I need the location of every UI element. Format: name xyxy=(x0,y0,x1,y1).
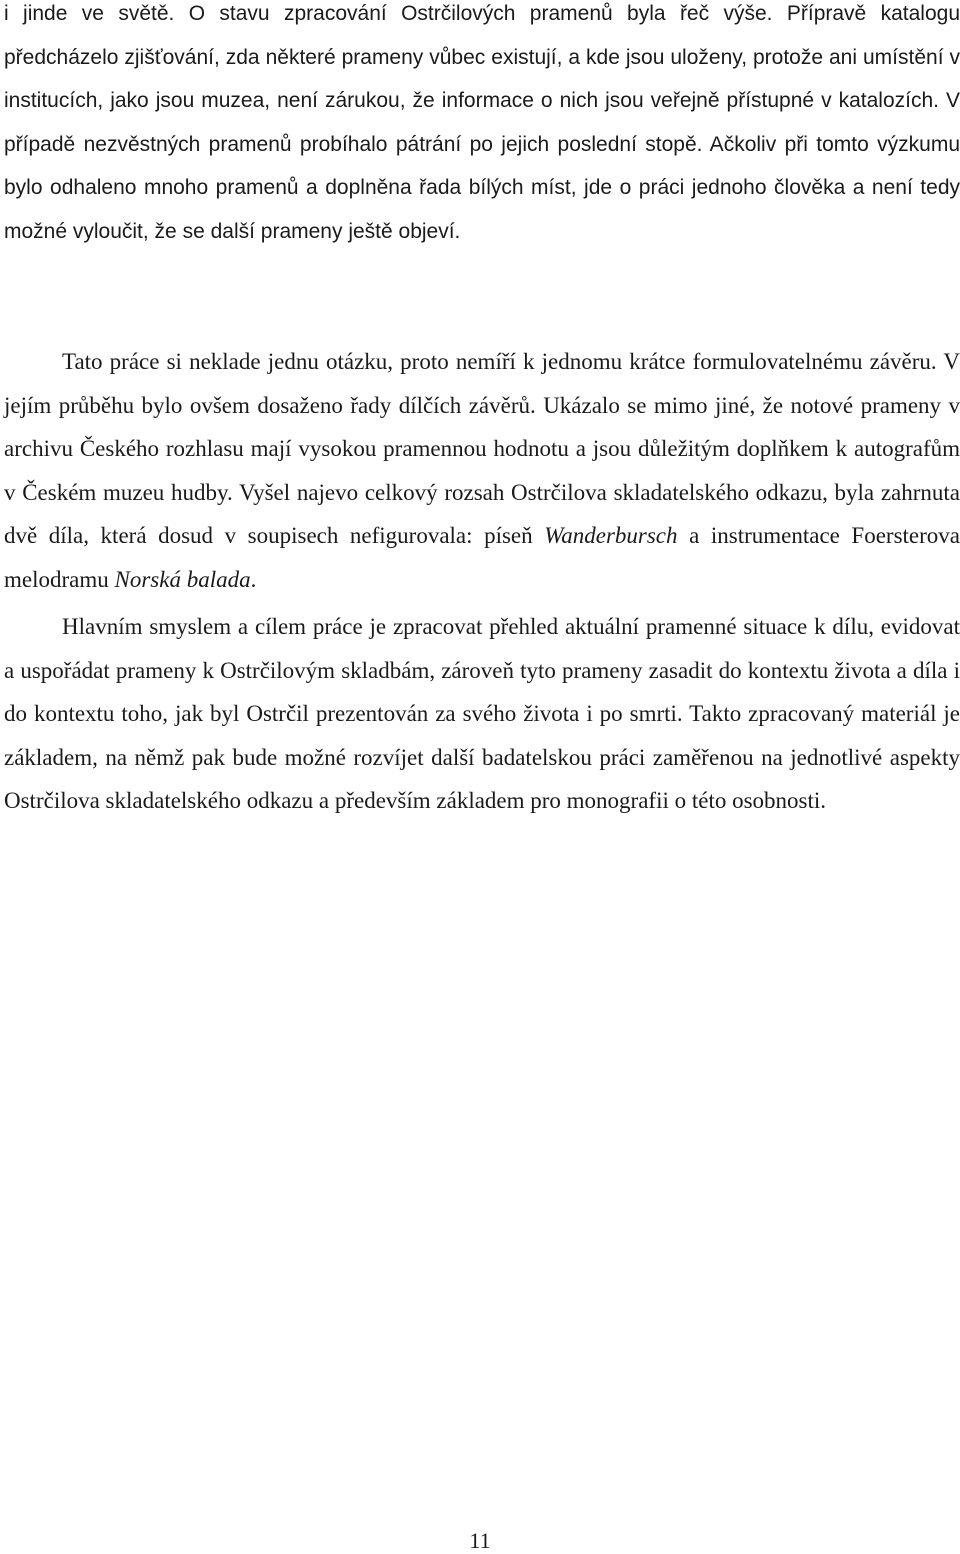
paragraph-sources-search: i jinde ve světě. O stavu zpracování Ostrčilových pramenů byla řeč výše. Přípravě katalogu předcházelo zjišťování, zda některé prameny vůbec existují, a kde jsou uloženy, protože ani umístění v institucích, jako jsou muzea, není zárukou, že informace o nich jsou veřejně přístupné v katalozích. V případě nezvěstných pramenů probíhalo pátrání po jejich poslední stopě. Ačkoliv při tomto výzkumu bylo odhaleno mnoho pramenů a doplněna řada bílých míst, jde o práci jednoho člověka a není tedy možné vyloučit, že se další prameny ještě objeví. xyxy=(4,2,960,243)
paragraph-main-purpose: Hlavním smyslem a cílem práce je zpracovat přehled aktuální pramenné situace k dílu, evidovat a uspořádat prameny k Ostrčilovým skladbám, zároveň tyto prameny zasadit do kontextu života a díla i do kontextu toho, jak byl Ostrčil prezentován za svého života i po smrti. Takto zpracovaný materiál je základem, na němž pak bude možné rozvíjet další badatelskou práci zaměřenou na jednotlivé aspekty Ostrčilova skladatelského odkazu a především základem pro monografii o této osobnosti. xyxy=(4,614,960,814)
work-title-wanderbursch: Wanderbursch xyxy=(544,523,678,549)
work-title-norska-balada: Norská balada xyxy=(114,566,251,592)
page-number: 11 xyxy=(469,1528,491,1553)
paragraph-conclusions-text-3: . xyxy=(250,566,257,592)
paragraph-conclusions-text-2: a instrumentace Foersterova melodramu xyxy=(4,523,960,592)
paragraph-conclusions xyxy=(4,340,960,602)
paragraph-conclusions-text-1: Tato práce si neklade jednu otázku, proto nemíří k jednomu krátce formulovatelnému závěru. V jejím průběhu bylo ovšem dosaženo řady dílčích závěrů. Ukázalo se mimo jiné, že notové prameny v archivu Českého rozhlasu mají vysokou pramennou hodnotu a jsou důležitým doplňkem k autografům v Českém muzeu hudby. Vyšel najevo celkový rozsah Ostrčilova skladatelského odkazu, byla zahrnuta dvě díla, která dosud v soupisech nefigurovala: píseň xyxy=(4,349,960,549)
